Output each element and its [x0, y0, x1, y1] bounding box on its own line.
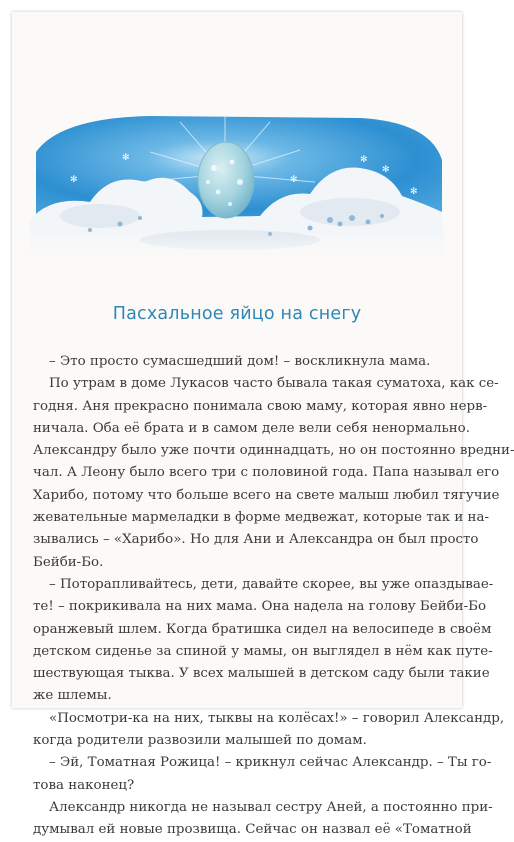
book-page	[12, 12, 514, 838]
text-line: годня. Аня прекрасно понимала свою маму, которая явно нерв-	[33, 398, 488, 414]
text-line: чал. А Леону было всего три с половиной года. Папа называл его	[33, 465, 500, 481]
text-line: же шлемы.	[33, 688, 112, 704]
text-line: Александр никогда не называл сестру Аней, а постоянно при-	[49, 799, 493, 815]
text-line: оранжевый шлем. Когда братишка сидел на велосипеде в своём	[33, 621, 492, 637]
text-line: – Это просто сумасшедший дом! – воскликнула мама.	[49, 354, 431, 369]
text-line: Харибо, потому что больше всего на свете малыш любил тягучие	[33, 487, 500, 503]
text-line: Бейби-Бо.	[33, 554, 104, 570]
text-line: това наконец?	[33, 777, 135, 793]
svg-text:✻: ✻	[70, 175, 78, 185]
text-line: Александру было уже почти одиннадцать, но он постоянно вредни-	[33, 443, 514, 459]
text-line: По утрам в доме Лукасов часто бывала такая суматоха, как се-	[49, 376, 499, 392]
chapter-text	[33, 351, 514, 842]
text-line: зывались – «Харибо». Но для Ани и Александра он был просто	[33, 532, 479, 548]
text-line: жевательные мармеладки в форме медвежат, которые так и на-	[33, 510, 489, 526]
text-line: ничала. Оба её брата и в самом деле вели себя ненормально.	[33, 420, 470, 436]
text-line: те! – покрикивала на них мама. Она надела на голову Бейби-Бо	[33, 599, 487, 615]
text-line: «Посмотри-ка на них, тыквы на колёсах!» – говорил Александр,	[49, 710, 505, 726]
svg-text:✻: ✻	[360, 155, 368, 165]
text-line: шествующая тыква. У всех малышей в детском саду были такие	[33, 666, 490, 682]
svg-text:✻: ✻	[382, 165, 390, 175]
svg-text:✻: ✻	[290, 175, 298, 185]
svg-text:✻: ✻	[122, 153, 130, 163]
text-line: детском сиденье за спиной у мамы, он выглядел в нём как путе-	[33, 643, 493, 659]
svg-text:✻: ✻	[410, 187, 418, 197]
text-line: – Эй, Томатная Рожица! – крикнул сейчас Александр. – Ты го-	[49, 755, 492, 771]
text-line: думывал ей новые прозвища. Сейчас он назвал её «Томатной	[33, 822, 472, 838]
chapter-title: Пасхальное яйцо на снегу	[112, 304, 362, 324]
text-line: – Поторапливайтесь, дети, давайте скорее, вы уже опаздывае-	[49, 576, 494, 592]
text-line: когда родители развозили малышей по домам.	[33, 733, 367, 749]
easter-egg-in-snow-illustration	[30, 112, 445, 260]
